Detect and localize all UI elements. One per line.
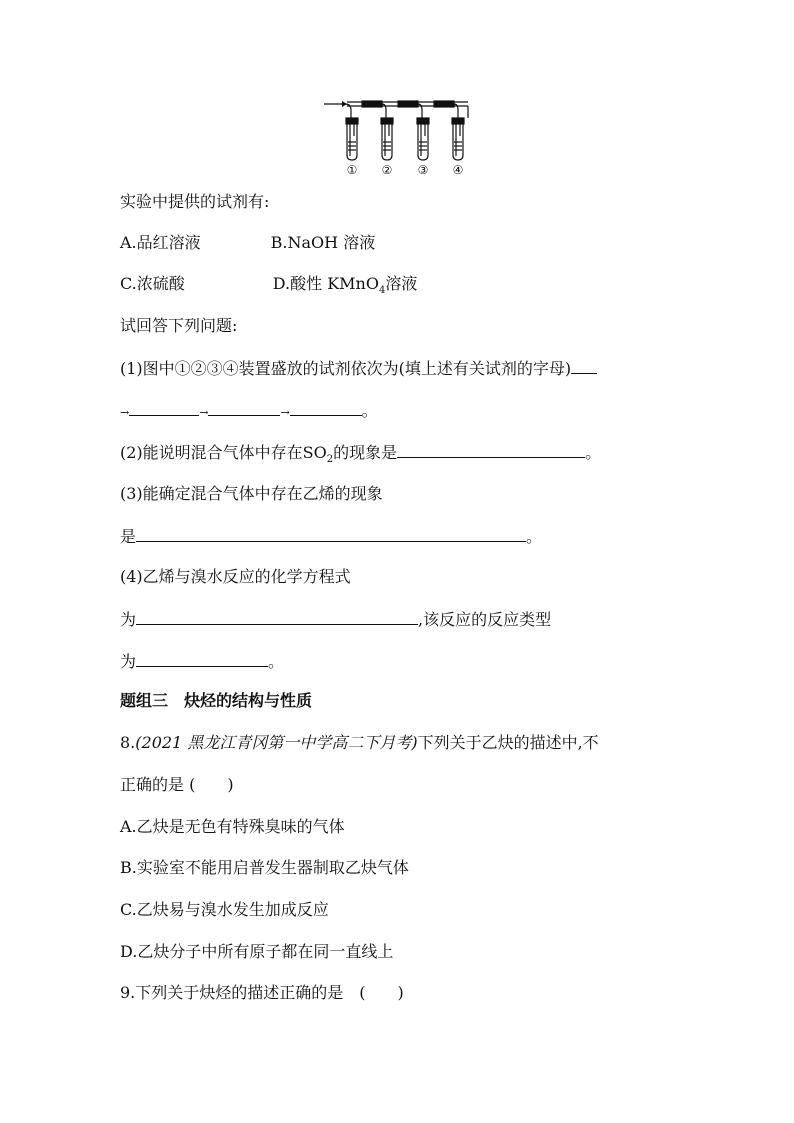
question-4-type-line: 为 。 <box>120 652 285 671</box>
question-4: (4)乙烯与溴水反应的化学方程式 <box>120 567 351 586</box>
section-heading: 题组三 炔烃的结构与性质 <box>120 691 313 710</box>
answer-blank-2[interactable] <box>129 400 199 416</box>
question-8-continued: 正确的是 ( ) <box>120 775 234 794</box>
q8-option-b[interactable]: B.实验室不能用启普发生器制取乙炔气体 <box>120 858 409 877</box>
question-1-continued: → → → 。 <box>120 401 378 420</box>
reagent-options-row-1 <box>120 233 375 253</box>
answer-blank-5[interactable] <box>397 442 585 458</box>
question-4-answer-line: 为 ,该反应的反应类型 <box>120 610 552 629</box>
reagent-c: C.浓硫酸 <box>120 274 185 293</box>
figure-label-4: ④ <box>452 163 464 177</box>
figure-label-3: ③ <box>417 163 429 177</box>
question-1-text: (1)图中①②③④装置盛放的试剂依次为(填上述有关试剂的字母) <box>120 359 572 378</box>
answer-blank-4[interactable] <box>290 400 362 416</box>
q8-option-a[interactable]: A.乙炔是无色有特殊臭味的气体 <box>120 817 345 836</box>
question-3-answer-line: 是 。 <box>120 527 543 546</box>
answer-blank-7[interactable] <box>136 609 418 625</box>
wash-bottle-1 <box>345 104 358 160</box>
question-2: (2)能说明混合气体中存在$SO_2$的现象是 。 <box>120 443 602 466</box>
answer-blank-6[interactable] <box>136 526 526 542</box>
reagent-d: D.酸性 KMnO$_4$溶液 <box>272 274 418 297</box>
reagent-options-row-2 <box>120 274 417 301</box>
figure-label-2: ② <box>381 163 393 177</box>
q8-option-d[interactable]: D.乙炔分子中所有原子都在同一直线上 <box>120 942 394 961</box>
question-1 <box>120 358 597 379</box>
reagent-a: A.品红溶液 <box>120 233 201 252</box>
figure-label-1: ① <box>346 163 358 177</box>
answer-blank-8[interactable] <box>136 651 268 667</box>
question-8-source: (2021 黑龙江青冈第一中学高二下月考) <box>135 733 418 752</box>
reagent-b: B.NaOH 溶液 <box>270 233 376 252</box>
answer-blank-1[interactable] <box>571 358 597 374</box>
question-8: 8.(2021 黑龙江青冈第一中学高二下月考)下列关于乙炔的描述中,不 <box>120 733 599 752</box>
wash-bottle-4 <box>452 104 468 160</box>
question-3: (3)能确定混合气体中存在乙烯的现象 <box>120 484 383 503</box>
wash-bottle-3 <box>417 104 429 160</box>
wash-bottle-apparatus-figure <box>320 92 480 178</box>
question-9: 9.下列关于炔烃的描述正确的是 ( ) <box>120 983 404 1002</box>
answer-blank-3[interactable] <box>208 400 280 416</box>
wash-bottle-2 <box>381 104 393 160</box>
q8-option-c[interactable]: C.乙炔易与溴水发生加成反应 <box>120 900 329 919</box>
reagents-intro: 实验中提供的试剂有: <box>120 192 270 211</box>
questions-prompt: 试回答下列问题: <box>120 316 238 335</box>
